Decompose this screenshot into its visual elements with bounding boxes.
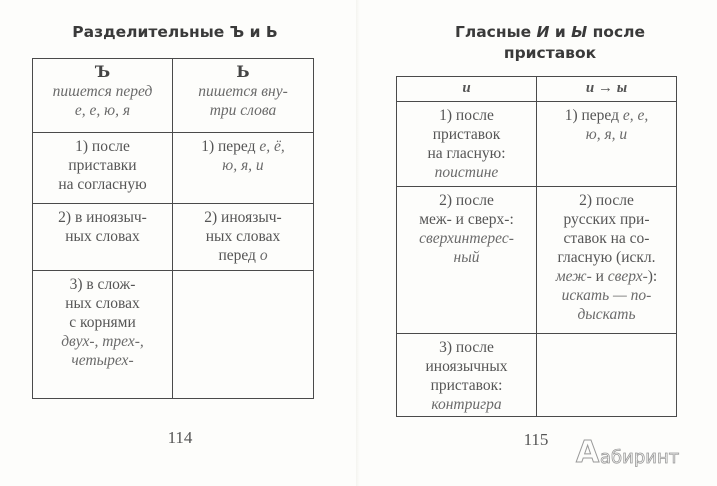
cell-rule-1-hard: 1) после приставки на согласную — [33, 133, 173, 204]
header-hard-sign: Ъ пишется перед е, е, ю, я — [33, 59, 173, 133]
cell-rule-3-soft-empty — [173, 271, 314, 399]
header-soft-sign: Ь пишется вну- три слова — [173, 59, 314, 133]
cell-rule-1-i: 1) после приставок на гласную: поистине — [397, 102, 537, 187]
table-row — [397, 102, 677, 187]
left-page-title: Разделительные Ъ и Ь — [72, 23, 278, 41]
table-row — [33, 133, 314, 204]
labirint-logo-icon: A — [576, 435, 600, 470]
table-row — [33, 204, 314, 271]
table-row — [397, 334, 677, 417]
table-header-row — [397, 77, 677, 102]
right-page — [358, 0, 717, 486]
vowels-after-prefixes-table — [396, 76, 677, 417]
left-page — [0, 0, 358, 486]
cell-rule-3-y-empty — [537, 334, 677, 417]
table-header-row — [33, 59, 314, 133]
header-i: и — [397, 77, 537, 102]
cell-rule-1-y: 1) перед е, е, ю, я, и — [537, 102, 677, 187]
page-number: 115 — [523, 430, 549, 449]
cell-rule-1-soft: 1) перед е, ё, ю, я, и — [173, 133, 314, 204]
cell-rule-2-i: 2) после меж- и сверх-: сверхинтерес- ный — [397, 187, 537, 334]
cell-rule-3-hard: 3) в слож- ных словах с корнями двух-, трех-, четырех- — [33, 271, 173, 399]
watermark-text: абиринт — [600, 447, 680, 468]
table-row — [33, 271, 314, 399]
labirint-watermark — [576, 435, 696, 470]
page-number: 114 — [167, 428, 193, 447]
header-i-to-y: и → ы — [537, 77, 677, 102]
cell-rule-3-i: 3) после иноязычных приставок: контригра — [397, 334, 537, 417]
cell-rule-2-y: 2) после русских при- ставок на со- гласную (искл. меж- и сверх-): искать — по- дыскать — [537, 187, 677, 334]
cell-rule-2-hard: 2) в иноязыч- ных словах — [33, 204, 173, 271]
table-row — [397, 187, 677, 334]
hard-soft-sign-table — [32, 58, 314, 399]
right-page-title: Гласные И и Ы после приставок — [454, 23, 646, 62]
cell-rule-2-soft: 2) иноязыч- ных словах перед о — [173, 204, 314, 271]
